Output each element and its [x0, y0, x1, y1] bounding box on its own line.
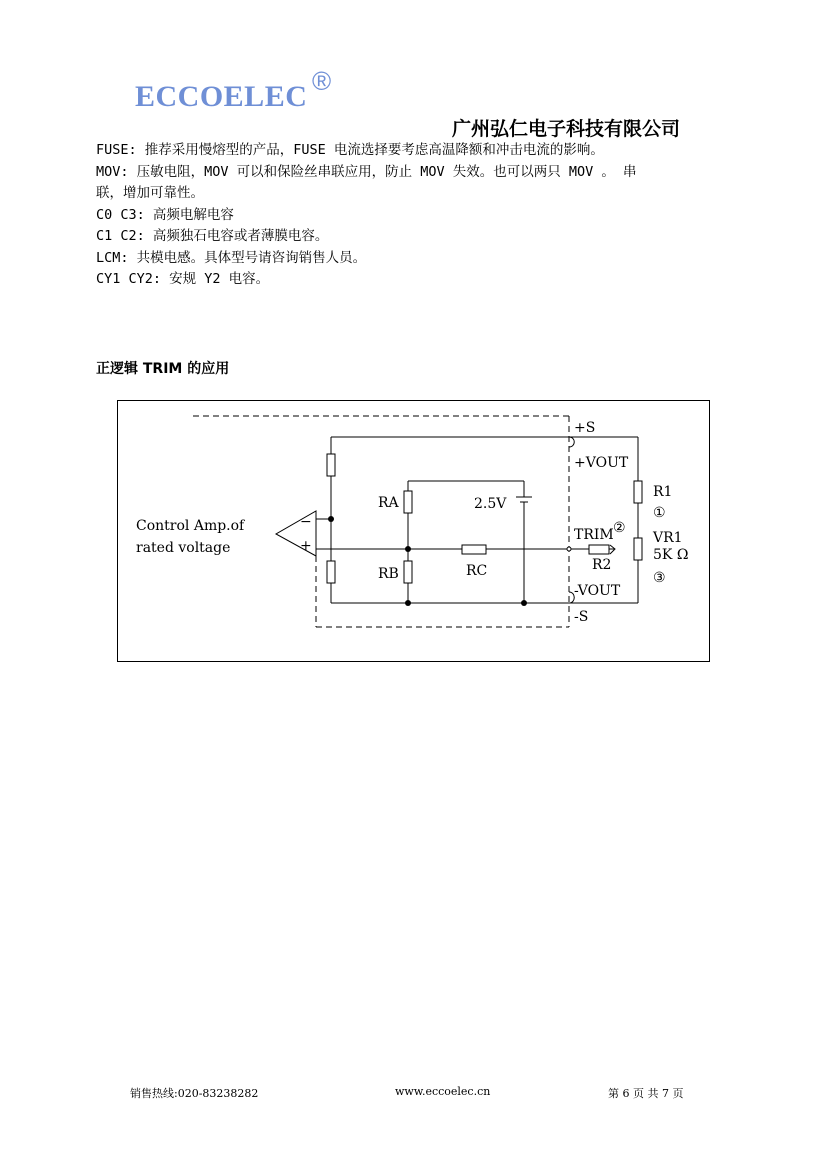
company-name: 广州弘仁电子科技有限公司	[452, 118, 681, 140]
r1-label: R1	[653, 484, 673, 500]
divider-resistor-bottom	[327, 561, 335, 583]
rb-resistor	[404, 561, 412, 583]
trim-circuit-diagram	[117, 400, 710, 662]
divider-resistor-top	[327, 454, 335, 476]
page-number: 第 6 页 共 7 页	[608, 1087, 684, 1100]
note-line: MOV: 压敏电阻，MOV 可以和保险丝串联应用，防止 MOV 失效。也可以两只 MOV 。 串	[96, 163, 637, 180]
rc-label: RC	[466, 563, 488, 579]
amp-label-line2: rated voltage	[136, 540, 231, 556]
vr1-resistor	[634, 538, 642, 560]
trim-circle-2: ②	[613, 520, 626, 536]
plus-s-terminal-loop	[569, 437, 574, 447]
circle-3-label: ③	[653, 570, 666, 586]
battery-label: 2.5V	[474, 496, 507, 512]
r2-resistor	[589, 545, 609, 554]
circuit-schematic	[118, 401, 711, 663]
registered-mark: ®	[312, 66, 332, 96]
r2-label: R2	[592, 557, 612, 573]
note-line: FUSE: 推荐采用慢熔型的产品，FUSE 电流选择要考虑高温降额和冲击电流的影响。	[96, 142, 604, 158]
sales-hotline: 销售热线:020-83238282	[130, 1087, 259, 1100]
amp-label-line1: Control Amp.of	[136, 518, 245, 534]
junction-dot	[405, 546, 411, 552]
vr1-value-label: 5K Ω	[653, 547, 689, 563]
note-line: LCM: 共模电感。具体型号请咨询销售人员。	[96, 249, 367, 266]
op-amp-minus-label: −	[300, 514, 312, 530]
rb-label: RB	[378, 566, 399, 582]
company-logo: ECCOELEC	[135, 80, 308, 113]
junction-dot	[521, 600, 527, 606]
website-link[interactable]: www.eccoelec.cn	[395, 1085, 491, 1098]
trim-label: TRIM	[574, 527, 614, 543]
note-line: C1 C2: 高频独石电容或者薄膜电容。	[96, 228, 329, 244]
component-notes	[96, 140, 736, 291]
rc-resistor	[462, 545, 486, 554]
trim-terminal	[567, 547, 571, 551]
junction-dot	[328, 516, 334, 522]
ra-resistor	[404, 491, 412, 513]
plus-s-label: +S	[574, 420, 596, 436]
vr1-label: VR1	[653, 530, 683, 546]
plus-vout-label: +VOUT	[574, 455, 629, 471]
op-amp-plus-label: +	[300, 538, 312, 554]
minus-s-label: -S	[574, 609, 589, 625]
r1-resistor	[634, 481, 642, 503]
note-line: 联，增加可靠性。	[96, 185, 204, 201]
circle-1-label: ①	[653, 505, 666, 521]
note-line: C0 C3: 高频电解电容	[96, 206, 234, 223]
minus-vout-label: -VOUT	[574, 583, 621, 599]
junction-dot	[405, 600, 411, 606]
ra-label: RA	[378, 495, 399, 511]
section-title: 正逻辑 TRIM 的应用	[96, 361, 230, 377]
note-line: CY1 CY2: 安规 Y2 电容。	[96, 271, 270, 287]
